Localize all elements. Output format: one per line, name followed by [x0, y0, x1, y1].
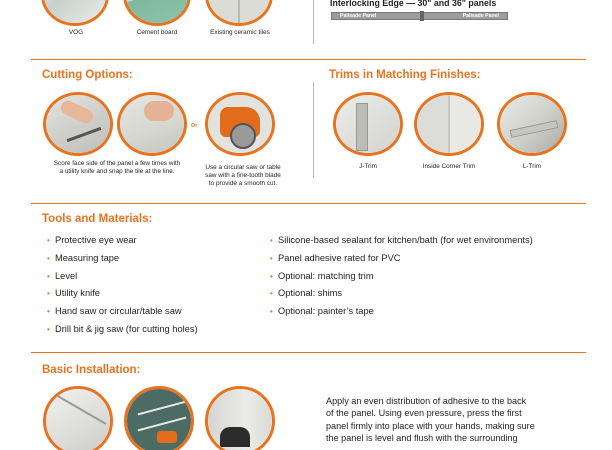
j-trim-shape [356, 103, 368, 151]
substrate-caption-cement: Cement board [136, 29, 178, 36]
list-item [47, 271, 198, 289]
cement-board-photo [123, 0, 191, 26]
section-divider-cutting [31, 59, 586, 60]
bullet-icon: • [47, 271, 50, 281]
interlocking-panel-right-label: Palisade Panel [462, 13, 499, 19]
bullet-icon: • [270, 253, 273, 263]
l-trim-photo [497, 92, 567, 156]
trim-caption-inside-corner: Inside Corner Trim [422, 163, 476, 170]
substrate-caption-vog: VOG [68, 29, 84, 36]
installation-text-line-4: the panel is level and flush with the surrounding [326, 432, 518, 443]
inside-corner-trim-photo [414, 92, 484, 156]
bullet-icon: • [47, 324, 50, 334]
list-item [270, 271, 533, 289]
list-item-text: Silicone-based sealant for kitchen/bath (for wet environments) [278, 235, 533, 245]
cutting-caption-right-line-1: Use a circular saw or table [205, 164, 281, 171]
or-label: Or [191, 123, 198, 129]
list-item-text: Level [55, 270, 78, 281]
mid-divider [313, 82, 314, 178]
installation-text-line-1: Apply an even distribution of adhesive to the back [326, 396, 527, 406]
hands-shape [144, 101, 174, 121]
adhesive-pattern-photo [124, 386, 194, 450]
trims-heading: Trims in Matching Finishes: [329, 69, 481, 81]
tools-list-right [270, 235, 533, 324]
bullet-icon: • [47, 289, 50, 299]
saw-blade-shape [230, 123, 256, 149]
tools-heading: Tools and Materials: [42, 213, 153, 225]
vog-board-photo [41, 0, 109, 26]
bullet-icon: • [47, 307, 50, 317]
list-item-text: Panel adhesive rated for PVC [278, 252, 401, 263]
list-item [47, 306, 198, 324]
bullet-icon: • [270, 307, 273, 317]
interlocking-panel-left-label: Palisade Panel [340, 13, 377, 19]
list-item [270, 253, 533, 271]
press-panel-photo [205, 386, 275, 450]
bullet-icon: • [47, 236, 50, 245]
ceramic-tiles-photo [205, 0, 273, 26]
interlocking-title: Interlocking Edge — 30" and 36" panels [330, 0, 497, 8]
top-divider [313, 0, 314, 44]
list-item-text: Drill bit & jig saw (for cutting holes) [55, 323, 198, 334]
installation-text-line-3: panel firmly into place with your hands, making sure [326, 420, 535, 431]
j-trim-photo [333, 92, 403, 156]
installation-heading: Basic Installation: [42, 364, 141, 376]
bullet-icon: • [47, 253, 50, 263]
interlocking-panel-right [420, 12, 508, 20]
list-item-text: Measuring tape [55, 252, 120, 263]
list-item [270, 288, 533, 306]
list-item [47, 235, 198, 253]
interlocking-panel-left [331, 12, 423, 20]
person-shape [220, 427, 250, 447]
cutting-caption-left-line-1: Score face side of the panel a few times with [53, 160, 181, 167]
cutting-heading: Cutting Options: [42, 69, 133, 81]
cutting-caption-left-line-2: a utility knife and snap the tile at the line. [59, 168, 175, 175]
list-item-text: Utility knife [55, 288, 100, 299]
list-item-text: Hand saw or circular/table saw [55, 306, 182, 317]
trim-caption-l: L-Trim [522, 163, 542, 170]
installation-text [326, 395, 586, 444]
caulk-gun-shape [157, 431, 177, 443]
list-item-text: Optional: painter’s tape [278, 306, 374, 317]
cutting-caption-left [38, 160, 196, 176]
list-item [47, 324, 198, 342]
snap-panel-photo [117, 92, 187, 156]
bullet-icon: • [270, 289, 273, 299]
substrate-caption-ceramic: Existing ceramic tiles [210, 29, 270, 36]
list-item [47, 253, 198, 271]
list-item [270, 306, 533, 324]
apply-adhesive-photo [43, 386, 113, 450]
tools-list-left [47, 235, 198, 342]
bullet-icon: • [270, 236, 273, 245]
section-divider-tools [31, 203, 586, 204]
cutting-caption-right [192, 164, 294, 188]
list-item-text: Protective eye wear [55, 235, 137, 245]
list-item-text: Optional: shims [278, 288, 343, 299]
circular-saw-photo [205, 92, 275, 156]
trim-caption-j: J-Trim [359, 163, 377, 170]
interlocking-seam [420, 11, 424, 21]
cutting-caption-right-line-2: saw with a fine-tooth blade [205, 172, 281, 179]
installation-text-line-2: of the panel. Using even pressure, press the first [326, 408, 522, 419]
list-item [47, 288, 198, 306]
list-item-text: Optional: matching trim [278, 270, 374, 281]
list-item [270, 235, 533, 253]
cutting-caption-right-line-3: to provide a smooth cut. [208, 180, 278, 187]
section-divider-installation [31, 352, 586, 353]
score-panel-photo [43, 92, 113, 156]
bullet-icon: • [270, 271, 273, 281]
